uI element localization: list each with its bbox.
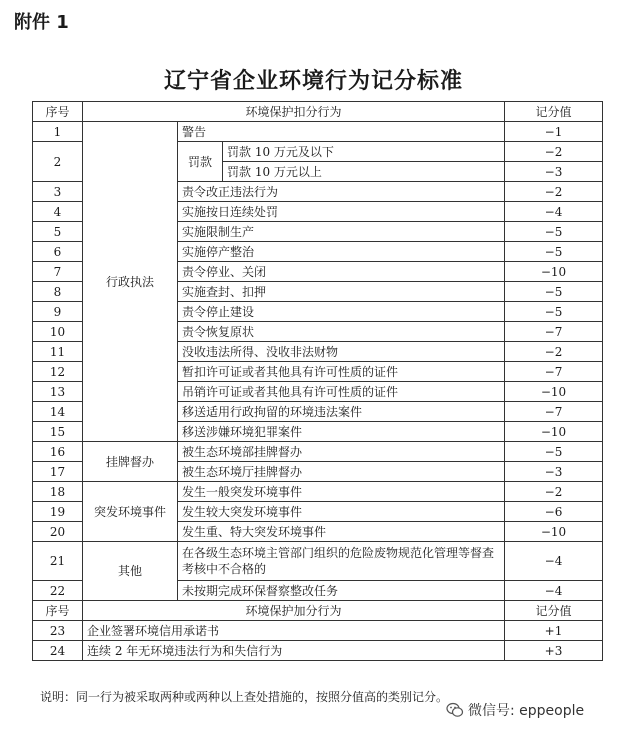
row-no: 21	[33, 542, 83, 581]
row-score: −7	[505, 402, 603, 422]
row-item: 企业签署环境信用承诺书	[83, 621, 505, 641]
row-item: 被生态环境部挂牌督办	[178, 442, 505, 462]
row-no: 2	[33, 142, 83, 182]
document-title: 辽宁省企业环境行为记分标准	[163, 68, 463, 94]
row-score: +1	[505, 621, 603, 641]
row-subcategory: 罚款	[178, 142, 223, 182]
row-score: +3	[505, 641, 603, 661]
row-score: −2	[505, 342, 603, 362]
watermark	[446, 700, 584, 720]
header-no: 序号	[33, 102, 83, 122]
row-item: 连续 2 年无环境违法行为和失信行为	[83, 641, 505, 661]
row-no: 13	[33, 382, 83, 402]
header-score: 记分值	[505, 601, 603, 621]
row-item: 移送适用行政拘留的环境违法案件	[178, 402, 505, 422]
header-no: 序号	[33, 601, 83, 621]
row-no: 12	[33, 362, 83, 382]
row-item: 未按期完成环保督察整改任务	[178, 581, 505, 601]
table-row	[33, 621, 603, 641]
row-score: −7	[505, 362, 603, 382]
row-no: 15	[33, 422, 83, 442]
row-score: −4	[505, 581, 603, 601]
row-score: −10	[505, 522, 603, 542]
row-item: 实施按日连续处罚	[178, 202, 505, 222]
header-deduct-behavior: 环境保护扣分行为	[83, 102, 505, 122]
row-score: −4	[505, 202, 603, 222]
row-no: 22	[33, 581, 83, 601]
row-no: 14	[33, 402, 83, 422]
deduct-header-row	[33, 102, 603, 122]
row-score: −2	[505, 482, 603, 502]
header-bonus-behavior: 环境保护加分行为	[83, 601, 505, 621]
row-no: 10	[33, 322, 83, 342]
row-no: 4	[33, 202, 83, 222]
row-score: −5	[505, 282, 603, 302]
row-item: 发生较大突发环境事件	[178, 502, 505, 522]
row-score: −7	[505, 322, 603, 342]
row-item: 发生一般突发环境事件	[178, 482, 505, 502]
row-no: 5	[33, 222, 83, 242]
row-no: 7	[33, 262, 83, 282]
bonus-header-row	[33, 601, 603, 621]
category-incident: 突发环境事件	[83, 482, 178, 542]
row-score: −5	[505, 242, 603, 262]
category-other: 其他	[83, 542, 178, 601]
row-score: −5	[505, 222, 603, 242]
table-row	[33, 641, 603, 661]
row-no: 8	[33, 282, 83, 302]
row-item: 责令改正违法行为	[178, 182, 505, 202]
row-item: 实施查封、扣押	[178, 282, 505, 302]
row-no: 11	[33, 342, 83, 362]
watermark-text: 微信号: eppeople	[468, 703, 585, 719]
row-item: 暂扣许可证或者其他具有许可性质的证件	[178, 362, 505, 382]
row-no: 17	[33, 462, 83, 482]
row-no: 3	[33, 182, 83, 202]
table-row	[33, 442, 603, 462]
row-item: 罚款 10 万元以上	[223, 162, 505, 182]
row-item: 责令停业、关闭	[178, 262, 505, 282]
row-item: 实施限制生产	[178, 222, 505, 242]
row-score: −2	[505, 182, 603, 202]
row-no: 6	[33, 242, 83, 262]
row-score: −2	[505, 142, 603, 162]
row-item: 没收违法所得、没收非法财物	[178, 342, 505, 362]
row-no: 9	[33, 302, 83, 322]
row-no: 24	[33, 641, 83, 661]
row-item: 责令停止建设	[178, 302, 505, 322]
table-row	[33, 482, 603, 502]
row-score: −6	[505, 502, 603, 522]
row-item: 被生态环境厅挂牌督办	[178, 462, 505, 482]
row-item: 发生重、特大突发环境事件	[178, 522, 505, 542]
row-score: −1	[505, 122, 603, 142]
row-score: −4	[505, 542, 603, 581]
row-item: 实施停产整治	[178, 242, 505, 262]
row-score: −10	[505, 382, 603, 402]
row-no: 16	[33, 442, 83, 462]
scoring-table	[32, 101, 603, 661]
row-item: 警告	[178, 122, 505, 142]
row-item: 责令恢复原状	[178, 322, 505, 342]
footnote: 说明：同一行为被采取两种或两种以上查处措施的，按照分值高的类别记分。	[40, 690, 449, 704]
row-score: −5	[505, 442, 603, 462]
category-admin: 行政执法	[83, 122, 178, 442]
wechat-icon	[446, 701, 464, 719]
row-score: −5	[505, 302, 603, 322]
row-no: 23	[33, 621, 83, 641]
attachment-label: 附件 1	[14, 12, 69, 33]
row-score: −10	[505, 262, 603, 282]
row-no: 19	[33, 502, 83, 522]
row-item: 移送涉嫌环境犯罪案件	[178, 422, 505, 442]
row-item: 罚款 10 万元及以下	[223, 142, 505, 162]
category-supervise: 挂牌督办	[83, 442, 178, 482]
row-no: 20	[33, 522, 83, 542]
row-score: −3	[505, 462, 603, 482]
row-score: −10	[505, 422, 603, 442]
row-no: 18	[33, 482, 83, 502]
row-item: 吊销许可证或者其他具有许可性质的证件	[178, 382, 505, 402]
row-score: −3	[505, 162, 603, 182]
row-item: 在各级生态环境主管部门组织的危险废物规范化管理等督查考核中不合格的	[178, 542, 505, 581]
table-row	[33, 542, 603, 581]
header-score: 记分值	[505, 102, 603, 122]
row-no: 1	[33, 122, 83, 142]
table-row	[33, 122, 603, 142]
